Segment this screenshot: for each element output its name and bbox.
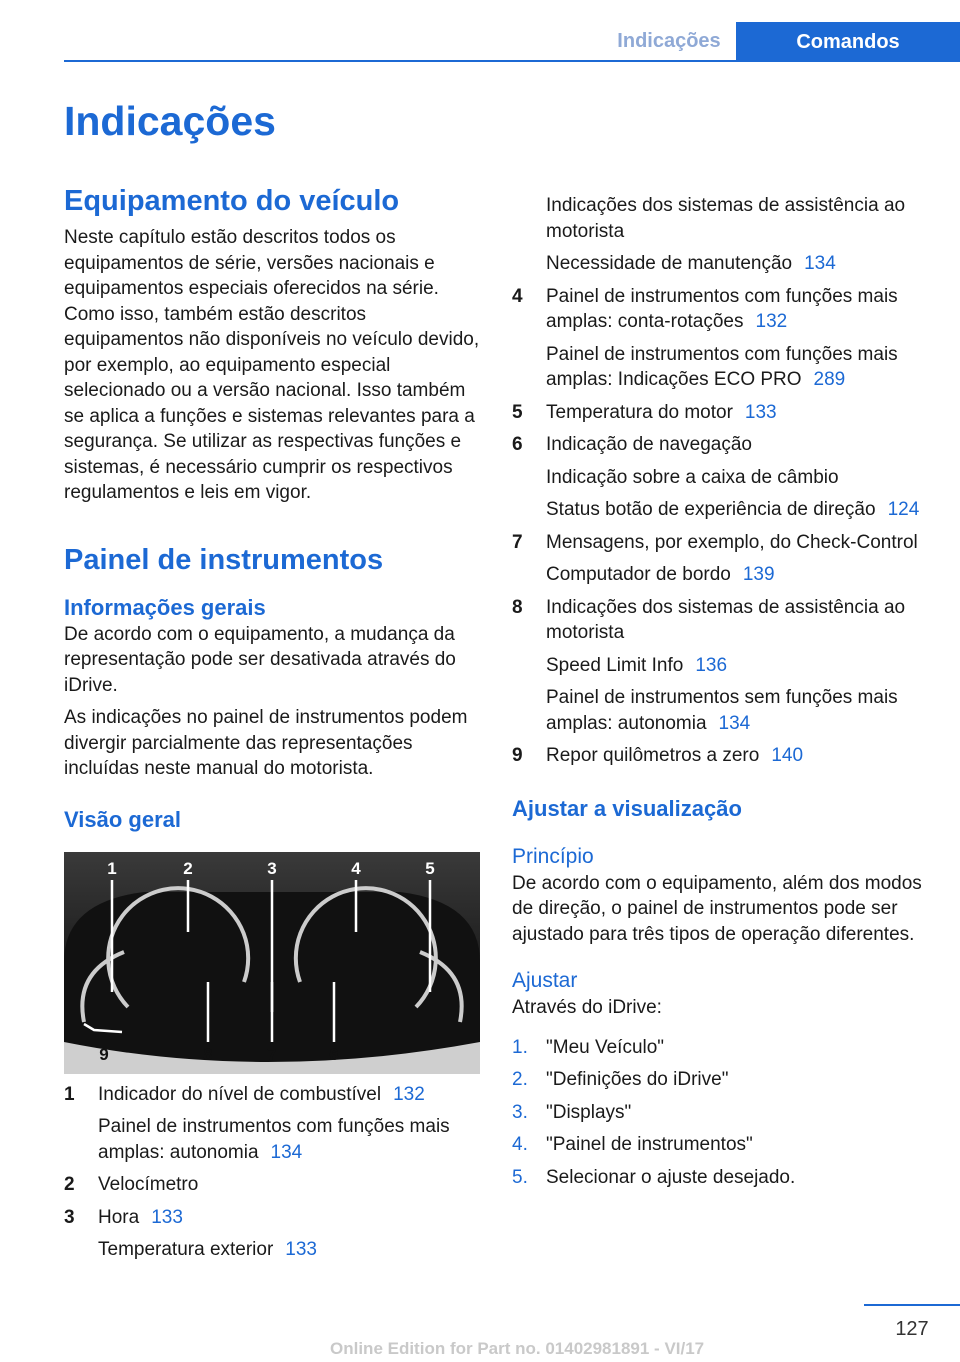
left-column [64, 95, 480, 1270]
principio-title: Princípio [512, 844, 594, 868]
legend-text: Painel de instrumentos com funções mais amplas: autonomia [98, 1116, 450, 1163]
legend-text: Mensagens, por exemplo, do Check-Control [546, 531, 918, 553]
instrument-cluster-image [64, 852, 480, 1074]
page-reference-link[interactable]: 124 [887, 499, 920, 520]
tab-indicacoes[interactable]: Indicações [617, 30, 721, 52]
informacoes-gerais-p1: De acordo com o equipamento, a mudança da representação pode ser desativada através do iDrive. [64, 623, 456, 696]
step-text: "Meu Veículo" [546, 1036, 665, 1058]
page-reference-link[interactable]: 132 [393, 1083, 425, 1105]
legend-text: Velocímetro [98, 1174, 199, 1195]
step-text: Selecionar o ajuste desejado. [546, 1166, 796, 1188]
page-reference-link[interactable]: 289 [813, 369, 846, 390]
page-reference-link[interactable]: 133 [285, 1239, 317, 1260]
page-reference-link[interactable]: 133 [744, 401, 777, 423]
cluster-label-2: 2 [183, 858, 193, 878]
legend-text: Painel de instrumentos com funções mais amplas: conta-rotações [546, 285, 898, 332]
step-number: 1. [512, 1036, 528, 1058]
legend-text: Indicação sobre a caixa de câmbio [546, 466, 839, 488]
cluster-label-7: 7 [267, 1044, 277, 1064]
page-reference-link[interactable]: 139 [742, 564, 775, 585]
legend-item-8 [512, 595, 924, 737]
cluster-label-8: 8 [203, 1044, 213, 1064]
step-item [512, 1132, 924, 1158]
legend-number: 7 [512, 531, 523, 553]
legend-item-7 [512, 530, 924, 588]
section-equipamento-body: Neste capítulo estão descritos todos os equipamentos de série, versões nacionais e equipamentos especiais oferecidos na série. Como isso, também estão descritos equipamentos não disponíveis no veículo devido, por exemplo, ao equipamento especial selecionado ou a versão nacional. Isso também se aplica a funções e sistemas relevantes para a segurança. Se utilizar as respectivas funções e sistemas, é necessário cumprir os respectivos regulamentos e leis em vigor. [64, 227, 480, 503]
step-item [512, 1100, 924, 1126]
page-reference-link[interactable]: 140 [771, 745, 804, 766]
legend-number: 8 [512, 596, 523, 618]
header-rule [64, 60, 960, 62]
visao-geral-title: Visão geral [64, 806, 181, 832]
legend-item-9 [512, 743, 924, 769]
right-column [512, 193, 924, 1197]
footer-edition-text: Online Edition for Part no. 01402981891 - VI/17 [330, 1339, 705, 1358]
step-item [512, 1067, 924, 1093]
legend-number: 2 [64, 1174, 75, 1195]
tab-comandos[interactable]: Comandos [736, 22, 960, 62]
legend-text: Indicações dos sistemas de assistência ao motorista [546, 596, 906, 643]
legend-text: Repor quilômetros a zero [546, 745, 760, 766]
legend-text: Temperatura exterior [98, 1239, 274, 1260]
legend-item-4 [512, 284, 924, 393]
step-number: 4. [512, 1134, 528, 1155]
cluster-label-9: 9 [99, 1044, 109, 1064]
step-number: 3. [512, 1101, 528, 1123]
informacoes-gerais-p2: As indicações no painel de instrumentos podem divergir parcialmente das representações incluídas neste manual do motorista. [64, 707, 468, 779]
page-reference-link[interactable]: 134 [804, 253, 836, 274]
step-text: "Painel de instrumentos" [546, 1134, 753, 1155]
page-reference-link[interactable]: 134 [718, 712, 751, 734]
page-title: Indicações [64, 98, 276, 144]
legend-number: 1 [64, 1083, 75, 1105]
informacoes-gerais-title: Informações gerais [64, 594, 266, 620]
legend-item-5 [512, 400, 924, 426]
legend-number: 6 [512, 434, 523, 455]
legend-text: Indicações dos sistemas de assistência ao motorista [546, 195, 906, 242]
legend-number: 5 [512, 401, 523, 423]
cluster-label-4: 4 [351, 858, 361, 878]
steps-list [512, 1035, 924, 1191]
legend-item-2 [64, 1172, 480, 1198]
ajustar-visualizacao-title: Ajustar a visualização [512, 795, 742, 821]
legend-number: 9 [512, 745, 523, 766]
legend-text: Painel de instrumentos sem funções mais amplas: autonomia [546, 687, 898, 734]
page-reference-link[interactable]: 132 [755, 311, 788, 332]
principio-body: De acordo com o equipamento, além dos modos de direção, o painel de instrumentos pode ser ajustado para três tipos de operação diferentes. [512, 872, 922, 945]
page-reference-link[interactable]: 136 [695, 654, 728, 676]
footer-rule [864, 1304, 960, 1306]
legend-text: Speed Limit Info [546, 654, 684, 676]
legend-item-6 [512, 432, 924, 523]
cluster-label-3: 3 [267, 858, 277, 878]
step-item [512, 1035, 924, 1061]
legend-number: 3 [64, 1206, 75, 1228]
legend-text: Hora [98, 1206, 140, 1228]
step-text: "Displays" [546, 1101, 632, 1123]
cluster-label-5: 5 [425, 858, 435, 878]
legend-text: Status botão de experiência de direção [546, 499, 876, 520]
step-number: 5. [512, 1166, 528, 1188]
step-text: "Definições do iDrive" [546, 1069, 729, 1090]
legend-list-left [64, 1082, 480, 1263]
legend-text: Temperatura do motor [546, 401, 733, 423]
ajustar-intro: Através do iDrive: [512, 997, 662, 1018]
legend-text: Computador de bordo [546, 564, 731, 585]
page-reference-link[interactable]: 134 [270, 1141, 303, 1163]
legend-text: Indicação de navegação [546, 434, 752, 455]
legend-item-3 [64, 1205, 480, 1263]
legend-text: Painel de instrumentos com funções mais amplas: Indicações ECO PRO [546, 343, 898, 390]
step-item [512, 1165, 924, 1191]
page-number: 127 [895, 1318, 929, 1340]
section-painel-title: Painel de instrumentos [64, 543, 384, 576]
legend-number: 4 [512, 285, 523, 307]
legend-text: Indicador do nível de combustível [98, 1083, 382, 1105]
cluster-label-1: 1 [107, 858, 117, 878]
section-equipamento-title: Equipamento do veículo [64, 185, 400, 217]
legend-list-right [512, 193, 924, 769]
legend-item-1 [64, 1082, 480, 1166]
cluster-label-6: 6 [329, 1044, 339, 1064]
legend-text: Necessidade de manutenção [546, 253, 793, 274]
step-number: 2. [512, 1069, 528, 1090]
page-reference-link[interactable]: 133 [151, 1206, 183, 1228]
ajustar-title: Ajustar [512, 969, 578, 992]
legend-item-3-continued [512, 193, 924, 277]
